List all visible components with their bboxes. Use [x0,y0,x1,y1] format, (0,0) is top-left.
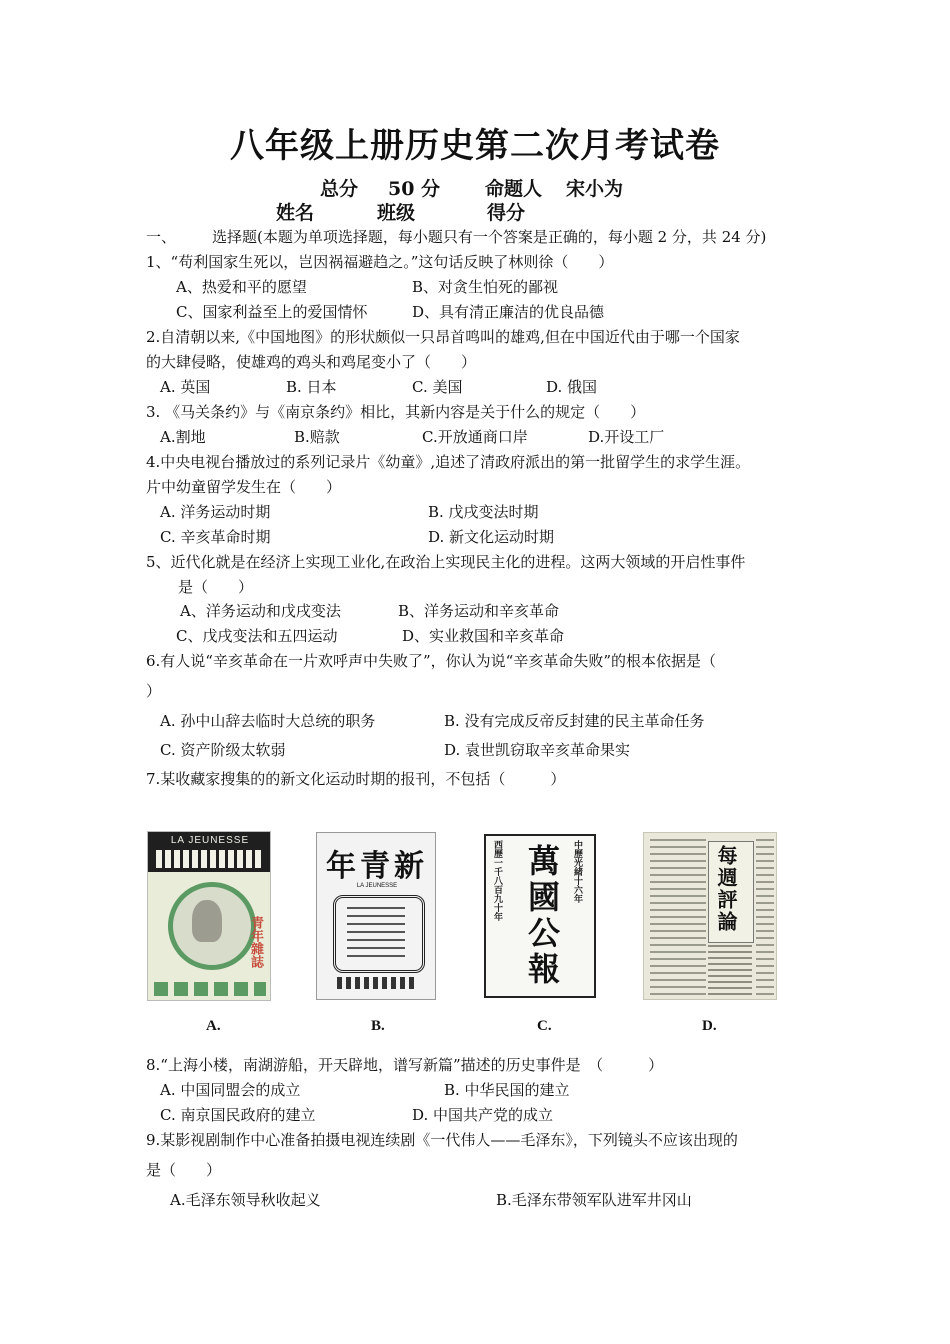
q5-option-a: A、洋务运动和戊戌变法 [180,602,341,620]
q7-label-b: B. [371,1018,385,1034]
score-label: 得分 [487,202,526,224]
q9-stem-line2: 是（ ） [146,1161,222,1179]
magazine-b-subtitle: LA JEUNESSE [356,883,398,889]
q5-option-c: C、戊戌变法和五四运动 [176,627,338,645]
magazine-c-side-left: 西歷一千八百九十年 [492,840,502,921]
author-label: 命题人 [485,178,543,200]
q5-stem-line1: 5、近代化就是在经济上实现工业化,在政治上实现民主化的进程。这两大领域的开启性事件 [146,553,746,571]
magazine-image-c [484,834,596,998]
q2-option-a: A. 英国 [160,378,211,396]
magazine-c-title: 萬國公報 [523,844,561,988]
magazine-image-a [147,831,271,1001]
q6-stem-line1: 6.有人说“辛亥革命在一片欢呼声中失败了”，你认为说“辛亥革命失败”的根本依据是（ [146,652,716,670]
magazine-c-side-right: 中歷光緒十六年 [572,840,582,903]
magazine-d-title: 每週評論 [714,845,738,933]
q3-option-b: B.赔款 [294,428,340,446]
q7-label-c: C. [537,1018,552,1034]
q6-option-d: D. 袁世凯窃取辛亥革命果实 [444,741,631,759]
q2-stem-line2: 的大肆侵略，使雄鸡的鸡头和鸡尾变小了（ ） [146,353,477,371]
exam-title: 八年级上册历史第二次月考试卷 [230,126,720,166]
q4-option-a: A. 洋务运动时期 [160,503,271,521]
q9-stem-line1: 9.某影视剧制作中心准备拍摄电视连续剧《一代伟人——毛泽东》，下列镜头不应该出现的 [146,1131,738,1149]
q3-stem: 3. 《马关条约》与《南京条约》相比，其新内容是关于什么的规定（ ） [146,403,646,421]
q8-option-d: D. 中国共产党的成立 [412,1106,554,1124]
q9-option-b: B.毛泽东带领军队进军井冈山 [496,1191,692,1209]
q2-option-d: D. 俄国 [546,378,598,396]
q4-stem-line1: 4.中央电视台播放过的系列记录片《幼童》,追述了清政府派出的第一批留学生的求学生涯。 [146,453,751,471]
q2-stem-line1: 2.自清朝以来,《中国地图》的形状颇似一只昂首鸣叫的雄鸡,但在中国近代由于哪一个国家 [146,328,740,346]
q1-option-b: B、对贪生怕死的鄙视 [412,278,559,296]
q8-stem: 8.“上海小楼，南湖游船，开天辟地，谱写新篇”描述的历史事件是 （ ） [146,1056,664,1074]
q6-option-c: C. 资产阶级太软弱 [160,741,286,759]
q6-option-a: A. 孙中山辞去临时大总统的职务 [160,712,376,730]
q5-option-d: D、实业救国和辛亥革命 [402,627,565,645]
magazine-a-title: 青年雜誌 [248,916,263,968]
q8-option-b: B. 中华民国的建立 [444,1081,570,1099]
total-label: 总分 [320,178,359,200]
q8-option-a: A. 中国同盟会的成立 [160,1081,301,1099]
total-value: 50 分 [388,178,441,200]
q8-option-c: C. 南京国民政府的建立 [160,1106,316,1124]
magazine-image-b [316,832,436,1000]
q7-label-a: A. [206,1018,221,1034]
magazine-image-d [643,832,777,1000]
q3-option-d: D.开设工厂 [588,428,665,446]
q1-option-a: A、热爱和平的愿望 [176,278,307,296]
q6-stem-line2: ） [146,682,162,700]
q2-option-c: C. 美国 [412,378,463,396]
q3-option-c: C.开放通商口岸 [422,428,528,446]
q4-option-c: C. 辛亥革命时期 [160,528,271,546]
q1-option-c: C、国家利益至上的爱国情怀 [176,303,368,321]
q1-option-d: D、具有清正廉洁的优良品德 [412,303,605,321]
q9-option-a: A.毛泽东领导秋收起义 [170,1191,321,1209]
q2-option-b: B. 日本 [286,378,337,396]
q5-option-b: B、洋务运动和辛亥革命 [398,602,560,620]
author-name: 宋小为 [566,178,624,200]
q5-stem-line2: 是（ ） [178,578,254,596]
name-label: 姓名 [276,202,315,224]
q4-option-d: D. 新文化运动时期 [428,528,555,546]
q7-stem: 7.某收藏家搜集的的新文化运动时期的报刊，不包括（ ） [146,770,566,788]
q7-label-d: D. [702,1018,717,1034]
q4-stem-line2: 片中幼童留学发生在（ ） [146,478,342,496]
q4-option-b: B. 戊戌变法时期 [428,503,539,521]
q1-stem: 1、“苟利国家生死以，岂因祸福避趋之。”这句话反映了林则徐（ ） [146,253,614,271]
q6-option-b: B. 没有完成反帝反封建的民主革命任务 [444,712,705,730]
magazine-b-title: 年青新 [326,849,428,884]
class-label: 班级 [377,202,416,224]
q3-option-a: A.割地 [160,428,206,446]
section-heading: 选择题(本题为单项选择题，每小题只有一个答案是正确的，每小题 2 分，共 24 分) [212,228,767,246]
magazine-a-top-text: LA JEUNESSE [170,835,250,846]
section-number: 一、 [146,228,177,246]
